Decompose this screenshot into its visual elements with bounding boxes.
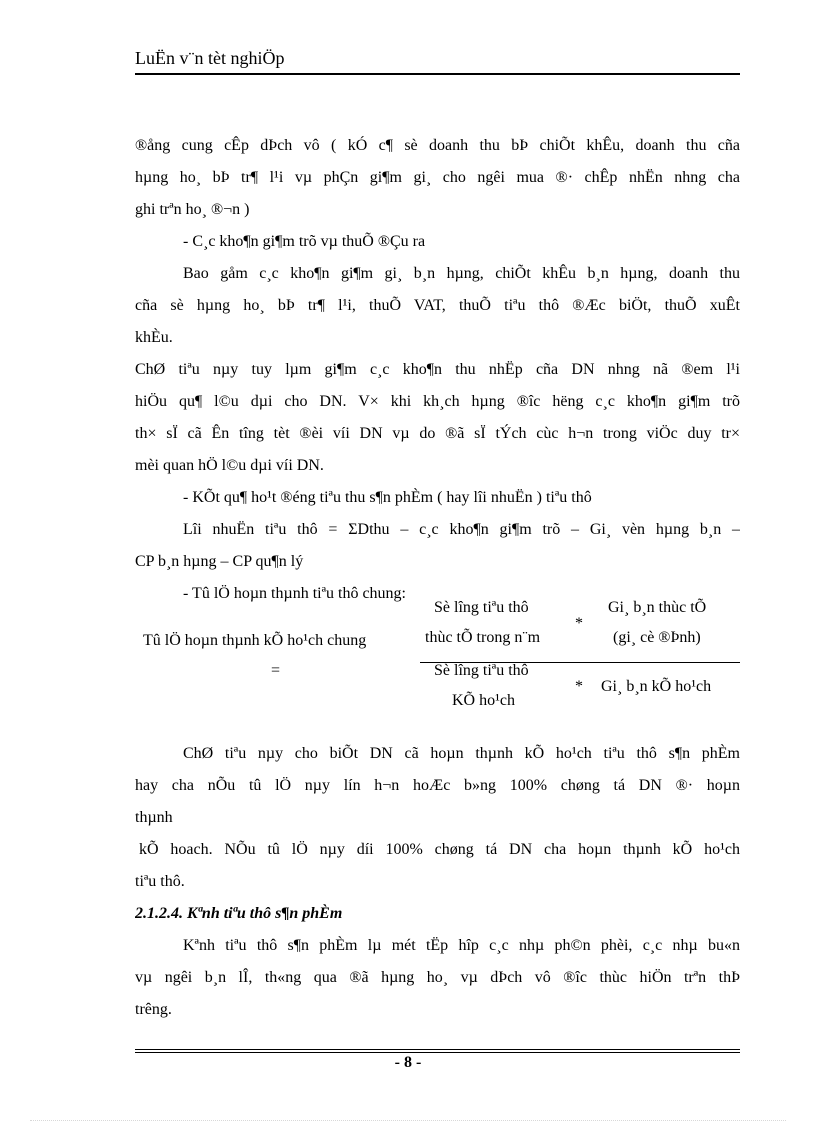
text-line: hiÖu qu¶ l©u dµi cho DN. V× khi kh¸ch hµng ®îc hëng c¸c kho¶n gi¶m trõ xyxy=(135,393,740,410)
header-rule xyxy=(135,73,740,75)
formula-label: Tû lÖ hoµn thµnh kÕ ho¹ch chung xyxy=(143,632,367,649)
section-heading: 2.1.2.4. Kªnh tiªu thô s¶n phÈm xyxy=(135,905,343,922)
page-edge-dots xyxy=(30,1120,786,1121)
numerator-quantity: Sè lîng tiªu thô xyxy=(434,599,529,616)
text-line: Kªnh tiªu thô s¶n phÈm lµ mét tËp hîp c¸c nhµ ph©n phèi, c¸c nhµ bu«n xyxy=(183,937,740,954)
text-line: tiªu thô. xyxy=(135,873,185,890)
text-line: ®ång cung cÊp dÞch vô ( kÓ c¶ sè doanh thu bÞ chiÕt khÊu, doanh thu cña xyxy=(135,137,740,154)
multiply-sign: * xyxy=(575,678,583,695)
text-line: Bao gåm c¸c kho¶n gi¶m gi¸ b¸n hµng, chiÕt khÊu b¸n hµng, doanh thu xyxy=(183,265,740,282)
bullet-line: - KÕt qu¶ ho¹t ®éng tiªu thu s¶n phÈm ( hay lîi nhuËn ) tiªu thô xyxy=(183,489,592,506)
denominator-price: Gi¸ b¸n kÕ ho¹ch xyxy=(601,678,712,695)
text-line: cña sè hµng ho¸ bÞ tr¶ l¹i, thuÕ VAT, thuÕ tiªu thô ®Æc biÖt, thuÕ xuÊt xyxy=(135,297,740,314)
text-line: hay cha nÕu tû lÖ nµy lín h¬n hoÆc b»ng 100% chøng tá DN ®· hoµn xyxy=(135,777,740,794)
numerator-price: Gi¸ b¸n thùc tÕ xyxy=(608,599,707,616)
numerator-price: (gi¸ cè ®Þnh) xyxy=(613,629,701,646)
document-body xyxy=(135,130,740,1026)
formula-equals: = xyxy=(271,662,281,679)
bullet-line: - C¸c kho¶n gi¶m trõ vµ thuÕ ®Çu ra xyxy=(183,233,426,250)
text-line: thµnh xyxy=(135,809,173,826)
document-header: LuËn v¨n tèt nghiÖp xyxy=(135,48,285,68)
text-line: ChØ tiªu nµy cho biÕt DN cã hoµn thµnh kÕ ho¹ch tiªu thô s¶n phÈm xyxy=(183,745,740,762)
completion-formula xyxy=(135,599,740,738)
page-number: - 8 - xyxy=(394,1054,422,1071)
text-line: ghi trªn ho¸ ®¬n ) xyxy=(135,201,250,218)
denominator-quantity: KÕ ho¹ch xyxy=(452,692,516,709)
text-line: kÕ hoach. NÕu tû lÖ nµy díi 100% chøng tá DN cha hoµn thµnh kÕ ho¹ch xyxy=(139,841,740,858)
numerator-quantity: thùc tÕ trong n¨m xyxy=(425,629,541,646)
text-line: trêng. xyxy=(135,1001,172,1018)
text-line: vµ ngêi b¸n lÎ, th«ng qua ®ã hµng ho¸ vµ dÞch vô ®îc thùc hiÖn trªn thÞ xyxy=(135,969,740,986)
text-line: mèi quan hÖ l©u dµi víi DN. xyxy=(135,457,324,474)
text-line: khÈu. xyxy=(135,329,173,346)
bullet-line: - Tû lÖ hoµn thµnh tiªu thô chung: xyxy=(183,585,406,602)
denominator-quantity: Sè lîng tiªu thô xyxy=(434,662,529,679)
text-line: ChØ tiªu nµy tuy lµm gi¶m c¸c kho¶n thu nhËp cña DN nhng nã ®em l¹i xyxy=(135,361,740,378)
text-line: CP b¸n hµng – CP qu¶n lý xyxy=(135,553,304,570)
text-line: th× sÏ cã Ên tîng tèt ®èi víi DN vµ do ®ã sÏ tÝch cùc h¬n trong viÖc duy tr× xyxy=(135,425,740,442)
formula-line: Lîi nhuËn tiªu thô = ΣDthu – c¸c kho¶n gi¶m trõ – Gi¸ vèn hµng b¸n – xyxy=(183,521,740,538)
text-line: hµng ho¸ bÞ tr¶ l¹i vµ phÇn gi¶m gi¸ cho ngêi mua ®· chÊp nhËn nhng cha xyxy=(135,169,740,186)
footer-rule xyxy=(135,1049,740,1050)
footer-rule xyxy=(135,1052,740,1053)
multiply-sign: * xyxy=(575,615,583,632)
